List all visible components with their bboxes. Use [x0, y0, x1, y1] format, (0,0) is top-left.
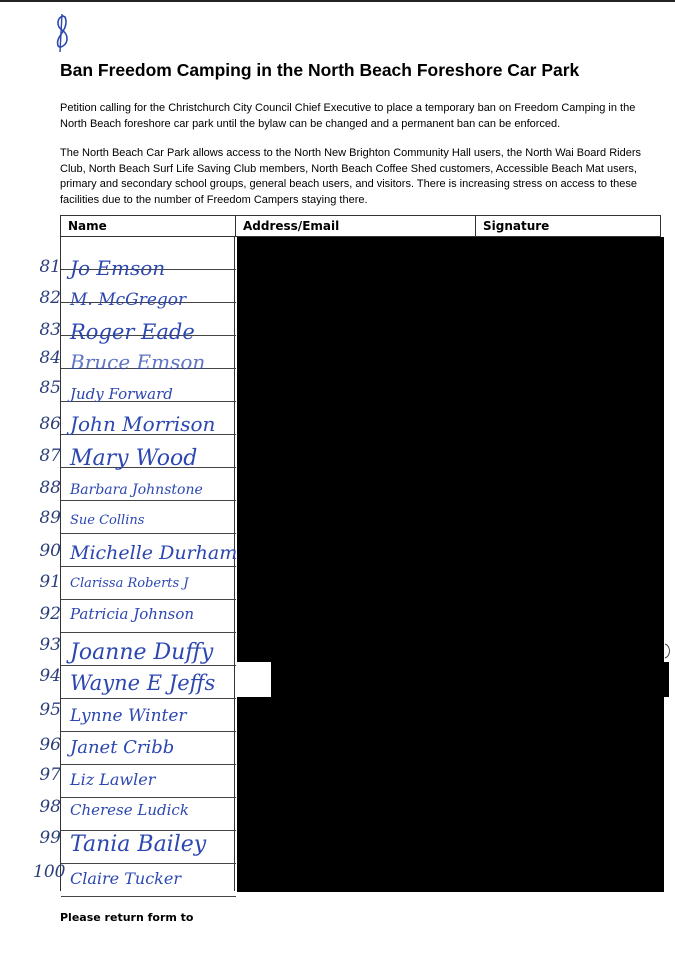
handwritten-name: Jo Emson: [70, 256, 166, 280]
handwritten-name: Wayne E Jeffs: [70, 671, 216, 695]
handwritten-name: Tania Bailey: [70, 832, 207, 857]
handwritten-name: Barbara Johnstone: [70, 482, 203, 498]
handwritten-name: Michelle Durham: [70, 542, 238, 564]
row-number: 87: [39, 446, 61, 466]
row-number: 99: [39, 828, 61, 848]
row-number: 81: [39, 257, 61, 277]
handwritten-name: Judy Forward: [70, 385, 173, 403]
row-number: 88: [39, 478, 61, 498]
handwritten-name: Cherese Ludick: [70, 801, 189, 819]
handwritten-name: M. McGregor: [70, 290, 187, 310]
row-number: 86: [39, 414, 61, 434]
handwritten-name: John Morrison: [70, 412, 216, 436]
row-number: 95: [39, 700, 61, 720]
row-number: 97: [39, 765, 61, 785]
page-number-mark-icon: [48, 12, 78, 62]
row-number: 90: [39, 541, 61, 561]
row-number: 96: [39, 735, 61, 755]
row-number: 92: [39, 604, 61, 624]
page-edge-bracket-icon: [663, 643, 673, 659]
redaction-gap: [237, 662, 271, 697]
row-number: 94: [39, 666, 61, 686]
redacted-overflow-block: [271, 662, 669, 697]
column-header-address: Address/Email: [236, 216, 476, 236]
handwritten-name: Bruce Emson: [70, 350, 206, 374]
row-number: 98: [39, 797, 61, 817]
handwritten-name: Claire Tucker: [70, 869, 181, 888]
row-number: 89: [39, 508, 61, 528]
column-header-signature: Signature: [483, 219, 550, 233]
redacted-address-signature-block: [237, 237, 664, 892]
handwritten-name: Roger Eade: [70, 320, 195, 344]
handwritten-name: Liz Lawler: [70, 770, 156, 789]
row-number: 83: [39, 320, 61, 340]
column-header-name: Name: [61, 216, 236, 236]
row-number: 100: [33, 862, 66, 882]
return-instructions: Please return form to: [60, 911, 194, 924]
handwritten-name: Lynne Winter: [70, 706, 187, 726]
handwritten-name: Joanne Duffy: [70, 640, 214, 665]
petition-description: The North Beach Car Park allows access to the North New Brighton Community Hall users, the North Wai Board Riders Club, North Beach Surf Life Saving Club members, North Beach Coffee Shed customers, Accessible Beach Mat users, primary and secondary school groups, general beach users, and visitors. There is increasing stress on access to these facilities due to the number of Freedom Campers staying there.: [60, 147, 641, 206]
row-number: 85: [39, 378, 61, 398]
page-title: Ban Freedom Camping in the North Beach Foreshore Car Park: [60, 60, 580, 80]
row-number: 91: [39, 572, 61, 592]
petition-intro: Petition calling for the Christchurch City Council Chief Executive to place a temporary ban on Freedom Camping in the North Beach foreshore car park until the bylaw can be changed and a permanent ban can be enforced.: [60, 102, 636, 130]
table-header: [60, 215, 661, 237]
row-number: 84: [39, 348, 61, 368]
row-number: 93: [39, 635, 61, 655]
handwritten-name: Patricia Johnson: [70, 605, 195, 623]
handwritten-name: Sue Collins: [70, 513, 145, 528]
top-rule: [0, 0, 675, 2]
handwritten-name: Janet Cribb: [70, 737, 175, 758]
row-number: 82: [39, 288, 61, 308]
handwritten-name: Mary Wood: [70, 446, 198, 471]
handwritten-name: Clarissa Roberts J: [70, 576, 189, 591]
